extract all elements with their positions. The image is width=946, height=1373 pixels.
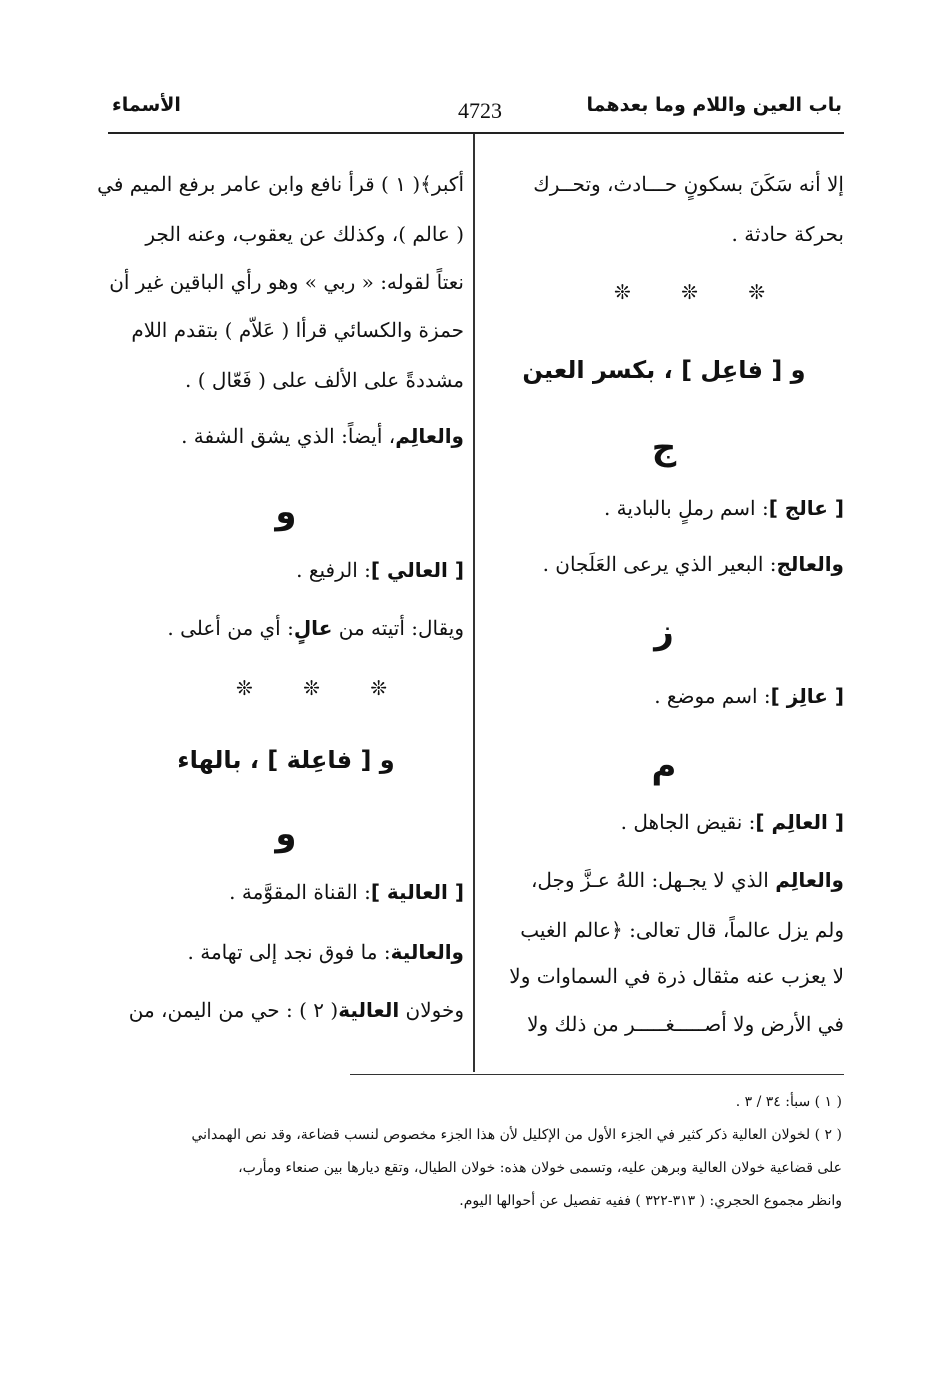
entry-term: والعالية — [390, 940, 464, 964]
entry-line — [229, 872, 464, 912]
entry-prefix: ويقال: أتيته من — [332, 616, 464, 640]
entry-line — [188, 932, 464, 972]
footnote-2-line3: وانظر مجموع الحجري: ( ٣١٣-٣٢٢ ) ففيه تفصيل عن أحوالها اليوم. — [459, 1193, 842, 1209]
footnote-1: ( ١ ) سبأ: ٣٤ / ٣ . — [735, 1094, 842, 1110]
entry-term: عالٍ — [293, 616, 333, 640]
entry-line — [181, 416, 464, 456]
text-line: ولم يزل عالماً، قال تعالى: ﴿عالم الغيب — [520, 918, 844, 942]
entry-line — [167, 608, 464, 648]
letter-heading: م — [651, 746, 677, 786]
entry-term: والعالِم — [395, 424, 464, 448]
letter-heading: و — [275, 492, 297, 532]
entry-definition: : القناة المقوَّمة . — [229, 880, 371, 904]
entry-definition: : اسم رملٍ بالبادية . — [603, 496, 769, 520]
entry-line — [621, 802, 844, 842]
text-line: بحركة حادثة . — [731, 222, 844, 246]
section-stars: ❊ ❊ ❊ — [236, 676, 409, 700]
entry-definition: : ما فوق نجد إلى تهامة . — [187, 940, 391, 964]
entry-term: [ عالج ] — [768, 496, 844, 520]
header-rule — [108, 132, 844, 134]
entry-term: العالية — [338, 998, 400, 1022]
text-line: في الأرض ولا أصـــــغـــــر من ذلك ولا — [527, 1012, 844, 1036]
entry-definition: : البعير الذي يرعى العَلَجان . — [542, 552, 777, 576]
text-line: ( عالم )، وكذلك عن يعقوب، وعنه الجر — [145, 222, 464, 246]
letter-heading: و — [275, 814, 297, 854]
entry-definition: الذي لا يجـهل: اللهُ عـزَّ وجل، — [530, 868, 776, 892]
entry-definition: : اسم موضع . — [654, 684, 771, 708]
entry-definition: : نقيض الجاهل . — [620, 810, 756, 834]
entry-line — [543, 544, 844, 584]
section-heading: و [ فاعِل ] ، بكسر العين — [522, 356, 806, 384]
entry-definition: ( ٢ ) : حي من اليمن، من — [128, 998, 339, 1022]
entry-line — [604, 488, 844, 528]
section-heading: و [ فاعِلة ] ، بالهاء — [177, 746, 395, 774]
page-number: 4723 — [458, 98, 502, 123]
entry-line — [654, 676, 844, 716]
entry-term: والعالِم — [775, 868, 844, 892]
entry-term: [ العالي ] — [370, 558, 464, 582]
letter-heading: ز — [654, 612, 674, 652]
entry-line — [296, 550, 464, 590]
entry-term: [ عالِز ] — [770, 684, 844, 708]
footnote-2-line1: ( ٢ ) لخولان العالية ذكر كثير في الجزء الأول من الإكليل لأن هذا الجزء مخصوص لنسب قضاعة، وقد نص الهمداني — [191, 1127, 842, 1143]
running-head-section: الأسماء — [112, 94, 181, 116]
text-line: لا يعزب عنه مثقال ذرة في السماوات ولا — [509, 964, 844, 988]
section-stars: ❊ ❊ ❊ — [614, 280, 787, 304]
footnote-rule — [350, 1074, 844, 1075]
entry-definition: ، أيضاً: الذي يشق الشفة . — [181, 424, 396, 448]
text-line: حمزة والكسائي قرأا ( عَلاّم ) بتقدم اللام — [131, 318, 464, 342]
entry-term: [ العالية ] — [370, 880, 464, 904]
letter-heading: ج — [651, 428, 677, 468]
running-head-chapter: باب العين واللام وما بعدهما — [586, 94, 842, 116]
text-line: إلا أنه سَكَنَ بسكونٍ حـــادث، وتحــرك — [533, 172, 844, 196]
entry-line — [531, 860, 844, 900]
text-line: مشددةً على الألف على ( فَعّال ) . — [185, 368, 464, 392]
entry-term: [ العالِم ] — [755, 810, 844, 834]
text-line: أكبر﴾( ١ ) قرأ نافع وابن عامر برفع الميم في — [97, 172, 464, 196]
footnote-2-line2: على قضاعية خولان العالية وبرهن عليه، وتسمى خولان هذه: خولان الطيال، وتقع ديارها بين صنعاء ومأرب، — [238, 1160, 842, 1176]
entry-prefix: وخولان — [399, 998, 464, 1022]
text-line: نعتاً لقوله: « ربي » وهو رأي الباقين غير أن — [109, 270, 464, 294]
entry-line — [129, 990, 464, 1030]
entry-term: والعالج — [776, 552, 844, 576]
entry-definition: : الرفيع . — [296, 558, 371, 582]
entry-definition: : أي من أعلى . — [167, 616, 294, 640]
column-divider — [473, 134, 475, 1072]
